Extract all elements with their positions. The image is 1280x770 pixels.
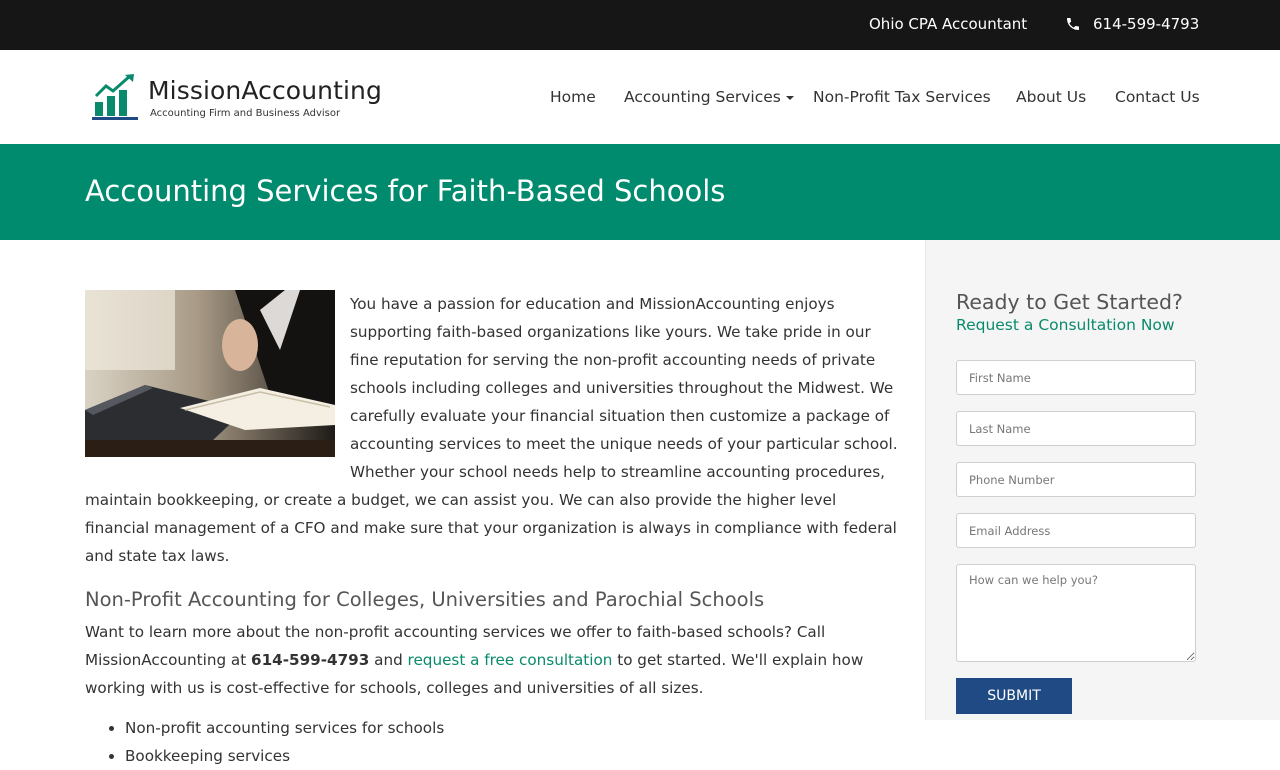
nav-about-us[interactable]: About Us — [1016, 88, 1087, 106]
sidebar-subtitle: Request a Consultation Now — [956, 316, 1175, 334]
logo-brand: MissionAccounting — [148, 76, 382, 105]
intro-paragraph: You have a passion for education and MissionAccounting enjoys supporting faith-based organizations like yours. We take pride in our fine reputation for serving the non-profit accounting needs of private schools including colleges and universities throughout the Midwest. We carefully evaluate your financial situation then customize a package of accounting services to meet the unique needs of your particular school. Whether your school needs help to streamline accounting procedures, maintain bookkeeping, or create a budget, we can assist you. We can also provide the higher level financial management of a CFO and make sure that your organization is always in compliance with federal and state tax laws. — [85, 295, 898, 565]
nav-contact-us[interactable]: Contact Us — [1115, 88, 1200, 106]
consultation-paragraph — [85, 618, 900, 702]
sidebar-title: Ready to Get Started? — [956, 290, 1183, 314]
consultation-sidebar — [925, 240, 1280, 720]
nav-home[interactable]: Home — [550, 88, 596, 106]
request-consultation-link[interactable]: request a free consultation — [407, 651, 613, 669]
para2-text-2: and — [369, 651, 408, 669]
list-item: • Bookkeeping services — [125, 742, 900, 770]
bar-chart-logo-icon — [92, 74, 142, 122]
message-textarea[interactable] — [956, 564, 1196, 662]
ohio-cpa-link[interactable]: Ohio CPA Accountant — [869, 15, 1028, 33]
top-bar — [0, 0, 1280, 50]
nav-accounting-services[interactable] — [624, 88, 794, 106]
nav-accounting-services-label: Accounting Services — [624, 88, 781, 106]
nav-non-profit-tax-services[interactable]: Non-Profit Tax Services — [813, 88, 991, 106]
services-list — [125, 714, 900, 770]
site-header — [0, 50, 1280, 144]
page-title: Accounting Services for Faith-Based Schools — [85, 174, 726, 208]
site-logo[interactable] — [92, 74, 392, 122]
inline-phone-number: 614-599-4793 — [251, 651, 370, 669]
last-name-field[interactable] — [956, 411, 1196, 446]
section-heading: Non-Profit Accounting for Colleges, Universities and Parochial Schools — [85, 588, 765, 611]
photo-illustration — [85, 290, 335, 457]
logo-tagline: Accounting Firm and Business Advisor — [150, 108, 341, 119]
phone-number-field[interactable] — [956, 462, 1196, 497]
topbar-phone-number: 614-599-4793 — [1093, 15, 1200, 33]
topbar-phone-link[interactable] — [1065, 15, 1199, 33]
para2-text-3: to get started. We'll explain how working with us is cost-effective for schools, colleges and universities of all sizes. — [85, 651, 864, 697]
para2-text-1: Want to learn more about the non-profit accounting services we offer to faith-based schools? Call MissionAccounting at — [85, 623, 826, 669]
praying-hands-bible-laptop-photo — [85, 290, 335, 457]
list-item: • Non-profit accounting services for schools — [125, 714, 900, 742]
submit-button[interactable]: SUBMIT — [956, 678, 1072, 714]
first-name-field[interactable] — [956, 360, 1196, 395]
email-address-field[interactable] — [956, 513, 1196, 548]
main-content — [85, 290, 900, 770]
page-hero-banner — [0, 144, 1280, 240]
caret-down-icon — [786, 96, 794, 100]
phone-icon — [1065, 16, 1081, 32]
